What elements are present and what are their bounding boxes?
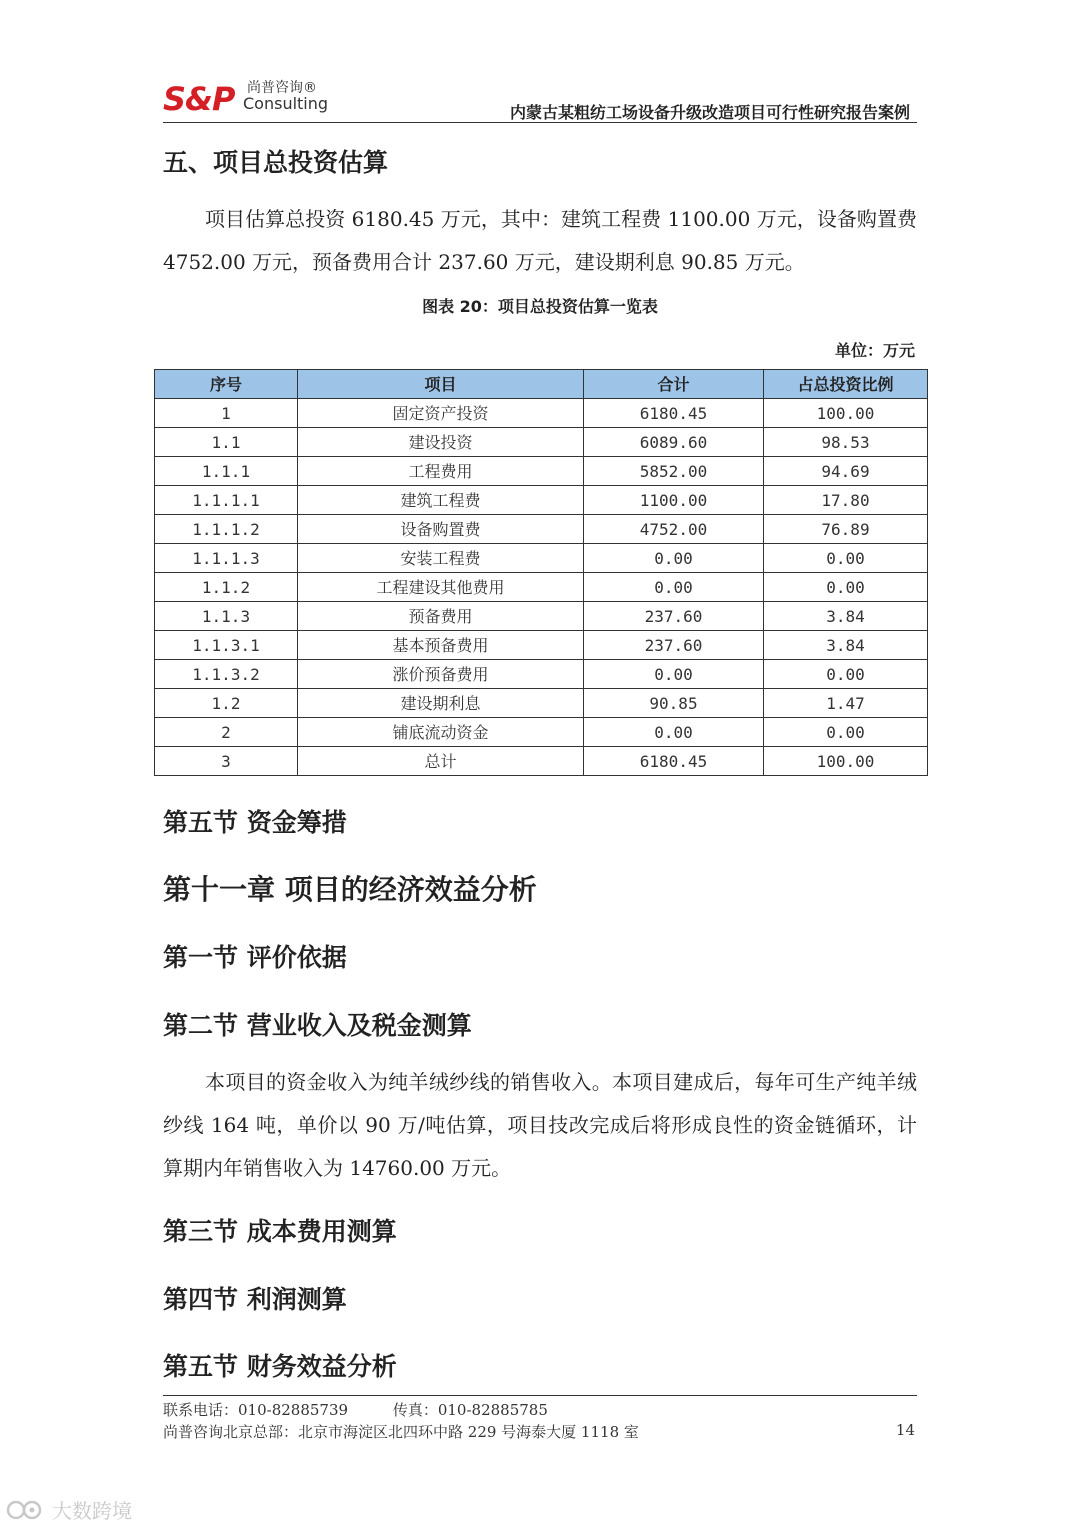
section-heading-basis: 第一节 评价依据 [163,943,347,972]
cell-ratio: 1.47 [764,689,928,718]
section-heading-investment: 五、项目总投资估算 [163,148,389,177]
section-heading-cost: 第三节 成本费用测算 [163,1217,397,1246]
watermark [6,1495,132,1524]
table-row [155,486,928,515]
table-row [155,399,928,428]
table-unit: 单位：万元 [834,341,915,360]
table-row [155,457,928,486]
table-row [155,573,928,602]
section-heading-financial: 第五节 财务效益分析 [163,1352,397,1381]
cell-index: 1.1.1.2 [155,515,298,544]
cell-item: 工程费用 [298,457,584,486]
cell-total: 237.60 [584,631,764,660]
section-heading-profit: 第四节 利润测算 [163,1285,347,1314]
cell-total: 4752.00 [584,515,764,544]
investment-table [154,369,928,776]
cell-total: 90.85 [584,689,764,718]
cell-item: 铺底流动资金 [298,718,584,747]
cell-item: 工程建设其他费用 [298,573,584,602]
cell-index: 1.1.1 [155,457,298,486]
cell-ratio: 0.00 [764,660,928,689]
cell-total: 0.00 [584,544,764,573]
cell-total: 0.00 [584,660,764,689]
table-row [155,660,928,689]
cell-total: 5852.00 [584,457,764,486]
table-row [155,689,928,718]
logo-english-name: Consulting [243,94,329,113]
cell-index: 1.1.1.1 [155,486,298,515]
company-logo [163,77,343,119]
section-heading-revenue: 第二节 营业收入及税金测算 [163,1011,472,1040]
cell-index: 2 [155,718,298,747]
table-header-row [155,370,928,399]
page-number: 14 [895,1421,915,1439]
cell-ratio: 0.00 [764,573,928,602]
cell-total: 6180.45 [584,399,764,428]
cell-total: 0.00 [584,718,764,747]
col-header-total: 合计 [584,370,764,399]
cell-total: 6180.45 [584,747,764,776]
cell-total: 1100.00 [584,486,764,515]
cell-index: 1.1.3.2 [155,660,298,689]
footer-fax: 传真：010-82885785 [392,1401,548,1419]
cell-item: 涨价预备费用 [298,660,584,689]
footer-contact [163,1399,548,1420]
investment-paragraph: 项目估算总投资 6180.45 万元，其中：建筑工程费 1100.00 万元，设备购置费 4752.00 万元，预备费用合计 237.60 万元，建设期利息 90.85 万元。 [163,207,917,274]
revenue-paragraph: 本项目的资金收入为纯羊绒纱线的销售收入。本项目建成后，每年可生产纯羊绒纱线 164 吨，单价以 90 万/吨估算，项目技改完成后将形成良性的资金链循环，计算期内年销售收入为 14760.00 万元。 [163,1070,917,1180]
cell-ratio: 76.89 [764,515,928,544]
watermark-text: 大数跨境 [52,1499,132,1523]
col-header-item: 项目 [298,370,584,399]
footer-address: 尚普咨询北京总部：北京市海淀区北四环中路 229 号海泰大厦 1118 室 [163,1423,639,1441]
watermark-logo-icon [6,1497,46,1523]
cell-ratio: 0.00 [764,544,928,573]
cell-index: 1.1 [155,428,298,457]
cell-item: 设备购置费 [298,515,584,544]
cell-index: 1.1.2 [155,573,298,602]
table-row [155,602,928,631]
cell-ratio: 100.00 [764,747,928,776]
cell-index: 1.1.3.1 [155,631,298,660]
table-row [155,718,928,747]
table-caption: 图表 20：项目总投资估算一览表 [422,297,658,316]
table-row [155,544,928,573]
cell-index: 1.2 [155,689,298,718]
cell-ratio: 3.84 [764,602,928,631]
logo-mark: S&P [163,80,235,118]
section-heading-funding: 第五节 资金筹措 [163,808,347,837]
header-divider [163,122,917,123]
cell-ratio: 94.69 [764,457,928,486]
cell-ratio: 17.80 [764,486,928,515]
cell-ratio: 100.00 [764,399,928,428]
cell-total: 237.60 [584,602,764,631]
footer-phone: 联系电话：010-82885739 [163,1401,349,1419]
cell-item: 建筑工程费 [298,486,584,515]
cell-item: 总计 [298,747,584,776]
table-row [155,631,928,660]
cell-total: 6089.60 [584,428,764,457]
report-header-title: 内蒙古某粗纺工场设备升级改造项目可行性研究报告案例 [509,103,910,122]
cell-ratio: 0.00 [764,718,928,747]
cell-total: 0.00 [584,573,764,602]
table-row [155,747,928,776]
cell-ratio: 98.53 [764,428,928,457]
cell-index: 1.1.3 [155,602,298,631]
cell-ratio: 3.84 [764,631,928,660]
logo-chinese-name: 尚普咨询® [247,80,317,96]
footer-divider [163,1395,917,1396]
cell-item: 预备费用 [298,602,584,631]
cell-item: 建设期利息 [298,689,584,718]
col-header-index: 序号 [155,370,298,399]
cell-item: 安装工程费 [298,544,584,573]
table-row [155,428,928,457]
cell-index: 1.1.1.3 [155,544,298,573]
cell-item: 基本预备费用 [298,631,584,660]
cell-item: 建设投资 [298,428,584,457]
cell-index: 1 [155,399,298,428]
table-row [155,515,928,544]
cell-item: 固定资产投资 [298,399,584,428]
cell-index: 3 [155,747,298,776]
col-header-ratio: 占总投资比例 [764,370,928,399]
chapter-heading-economic: 第十一章 项目的经济效益分析 [163,873,537,906]
